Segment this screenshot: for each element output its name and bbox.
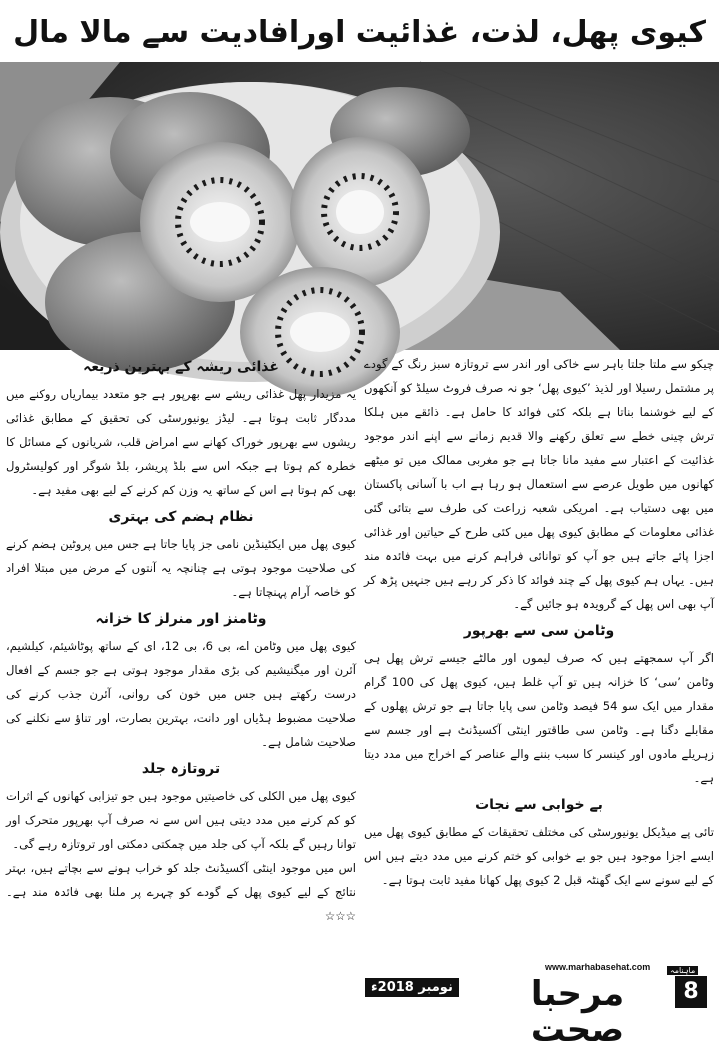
page-number: 8: [675, 976, 707, 1008]
website-url[interactable]: www.marhabasehat.com: [545, 962, 651, 972]
vitamins-minerals-paragraph: کیوی پھل میں وٹامن اے، بی 6، بی 12، ای کے ساتھ پوٹاشیئم، کیلشیم، آئرن اور میگنیشیم کی بڑی مقدار موجود ہوتی ہے جو جسم کے افعال درست رکھتے ہیں جس میں خون کی روانی، آئرن جذب کرنے کی صلاحیت مضبوط ہڈیاں اور دانت، بہترین بصارت، اور تناؤ سے نکلنے کی صلاحیت شامل ہے۔: [6, 639, 356, 749]
magazine-logo: مرحبا صحت: [530, 974, 625, 1050]
heading-vitamin-c: وٹامن سی سے بھرپور: [463, 623, 615, 639]
article-title: کیوی پھل، لذت، غذائیت اورافادیت سے مالا مال: [13, 15, 706, 50]
digestion-paragraph: کیوی پھل میں ایکٹینڈین نامی جز پایا جاتا ہے جس میں پروٹین ہضم کرنے کی صلاحیت موجود ہوتی ہے چنانچہ یہ آنتوں کے مرض میں مبتلا افراد کو خاصہ آرام پہنچاتا ہے۔: [6, 537, 356, 599]
footer-masthead: [365, 962, 715, 1050]
vitamin-c-paragraph: اگر آپ سمجھتے ہیں کہ صرف لیموں اور مالٹے جیسے ترش پھل ہی وٹامن ’سی‘ کا خزانہ ہیں تو آپ غلط ہیں، کیوی پھل کی 100 گرام مقدار میں ایک سو 54 فیصد وٹامن سی پایا جاتا ہے جو ترش پھلوں کے مقابلے دگنا ہے۔ وٹامن سی طاقتور اینٹی آکسیڈنٹ ہے اور جسم سے زہریلے مادوں اور کینسر کا سبب بننے والے عناصر کے اخراج میں مدد دیتا ہے۔: [364, 651, 714, 785]
monthly-label: ماہنامہ: [667, 966, 698, 975]
fresh-skin-paragraph: کیوی پھل میں الکلی کی خاصیتیں موجود ہیں جو تیزابی کھانوں کے اثرات کو کم کرنے میں مدد دیتی ہیں اس سے نہ صرف آپ بھرپور متحرک اور توانا رہیں گے بلکہ آپ کی جلد میں چمکتی دمکتی اور تروتازہ رہے گی۔: [6, 789, 356, 851]
heading-digestion: نظام ہضم کی بہتری: [108, 509, 254, 525]
closing-text: اس میں موجود اینٹی آکسیڈنٹ جلد کو خراب ہونے سے بچاتے ہیں، بہتر نتائج کے لیے کیوی پھل کے گودے کو چہرے پر ملنا بھی فائدہ مند ہے۔: [6, 861, 356, 899]
heading-vitamins-minerals: وٹامنز اور منرلز کا خزانہ: [95, 611, 267, 627]
heading-fresh-skin: تروتازہ جلد: [141, 761, 221, 777]
right-column: [364, 352, 714, 892]
kiwi-photo: [0, 62, 719, 350]
closing-paragraph: [6, 856, 356, 928]
heading-insomnia: بے خوابی سے نجات: [475, 797, 603, 813]
insomnia-paragraph: تائی پے میڈیکل یونیورسٹی کی مختلف تحقیقات کے مطابق کیوی پھل میں ایسے اجزا موجود ہیں جو بے خوابی کو ختم کرنے میں مدد دیتے ہیں اس کے لیے سونے سے ایک گھنٹہ قبل 2 کیوی پھل کھانا مفید ثابت ہوتا ہے۔: [364, 825, 714, 887]
fiber-paragraph: یہ مزیدار پھل غذائی ریشے سے بھرپور ہے جو متعدد بیماریاں روکنے میں مددگار ثابت ہوتا ہے۔ لیڈز یونیورسٹی کی تحقیق کے مطابق غذائی ریشوں سے بھرپور خوراک کھانے سے امراض قلب، شریانوں کے مسائل کا خطرہ کم ہوتا ہے جبکہ اس سے بلڈ پریشر، بلڈ شوگر اور کولیسٹرول بھی کم ہوتا ہے اس کے ساتھ یہ وزن کم کرنے کے لیے بھی مفید ہے۔: [6, 387, 356, 497]
issue-month: نومبر 2018ء: [365, 978, 459, 997]
intro-paragraph: چیکو سے ملتا جلتا باہر سے خاکی اور اندر سے تروتازہ سبز رنگ کے گودے پر مشتمل رسیلا اور لذیذ ’کیوی پھل‘ جو نہ صرف فروٹ سیلڈ کو آنکھوں کے لیے خوشنما بناتا ہے بلکہ کئی فوائد کا حامل ہے۔ ذائقے میں ہلکا ترش چینی خطے سے تعلق رکھنے والا قدیم زمانے سے اپنے اندر موجود غذائیت کے اعتبار سے مفید مانا جاتا ہے جو مغربی ممالک میں تو میٹھے کھانوں میں طویل عرصے سے استعمال ہو رہا ہے اب با آسانی پاکستان میں بھی دستیاب ہے۔ امریکی شعبہ زراعت کی طرف سے بتائی گئی غذائی معلومات کے مطابق کیوی پھل میں کئی طرح کے حیاتین اور غذائی اجزا پائے جاتے ہیں جو آپ کو توانائی فراہم کرنے میں بہت فائدہ مند ہیں۔ یہاں ہم کیوی پھل کے چند فوائد کا ذکر کر رہے ہیں جنہیں پڑھ کر آپ بھی اس پھل کے گرویدہ ہو جائیں گے۔: [364, 357, 714, 611]
masthead: [365, 962, 715, 1050]
left-column: [6, 352, 356, 928]
kiwi-half-right: [290, 137, 430, 287]
heading-fiber: غذائی ریشہ کے بہترین ذریعہ: [83, 359, 279, 375]
end-stars: ☆☆☆: [324, 909, 356, 923]
